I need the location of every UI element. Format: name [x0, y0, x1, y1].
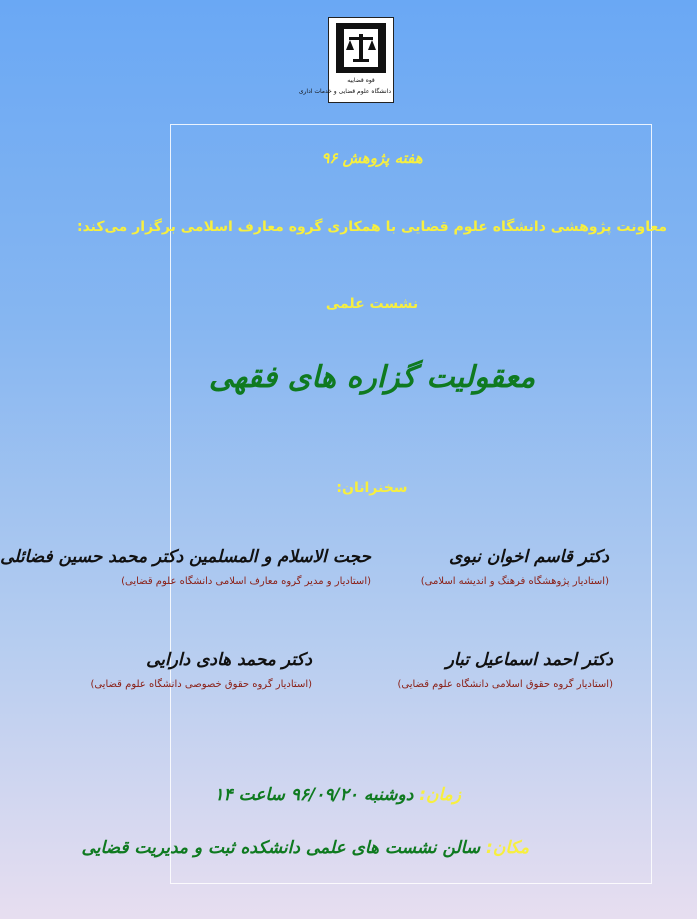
research-week-heading: هفته پژوهش ۹۶: [321, 149, 423, 167]
speaker-name: دکتر احمد اسماعیل تبار: [445, 650, 613, 670]
university-logo: [298, 17, 394, 103]
event-title: معقولیت گزاره های فقهی: [208, 360, 536, 395]
session-label: نشست علمی: [325, 296, 419, 312]
time-value: دوشنبه ۹۶/۰۹/۲۰ ساعت ۱۴: [214, 785, 414, 805]
event-time: [214, 785, 461, 805]
logo-line-2: دانشگاه علوم قضایی و خدمات اداری: [298, 88, 391, 95]
speaker-3: [397, 650, 613, 690]
speaker-4: [90, 650, 312, 690]
speaker-name: دکتر قاسم اخوان نبوی: [449, 547, 609, 567]
place-label: مکان:: [486, 838, 529, 858]
speaker-name: حجت الاسلام و المسلمین دکتر محمد حسین فضائلی: [0, 547, 371, 567]
speakers-label: سخنرانان:: [336, 480, 408, 496]
speaker-1: [421, 547, 609, 587]
logo-line-1: قوه قضاییه: [347, 77, 375, 84]
time-label: زمان:: [419, 785, 461, 805]
event-place: [82, 838, 529, 858]
speaker-2: [0, 547, 371, 587]
speaker-role: (استادیار گروه حقوق اسلامی دانشگاه علوم قضایی): [397, 679, 613, 690]
speaker-role: (استادیار و مدیر گروه معارف اسلامی دانشگاه علوم قضایی): [121, 576, 371, 587]
speaker-role: (استادیار گروه حقوق خصوصی دانشگاه علوم قضایی): [90, 679, 312, 690]
speaker-role: (استادیار پژوهشگاه فرهنگ و اندیشه اسلامی): [420, 576, 609, 587]
place-value: سالن نشست های علمی دانشکده ثبت و مدیریت قضایی: [81, 838, 481, 858]
content-frame: [170, 124, 652, 884]
scales-of-justice-icon: [335, 22, 387, 74]
organizer-line: معاونت پژوهشی دانشگاه علوم قضایی با همکاری گروه معارف اسلامی برگزار می‌کند:: [76, 219, 668, 235]
speaker-name: دکتر محمد هادی دارایی: [146, 650, 312, 670]
